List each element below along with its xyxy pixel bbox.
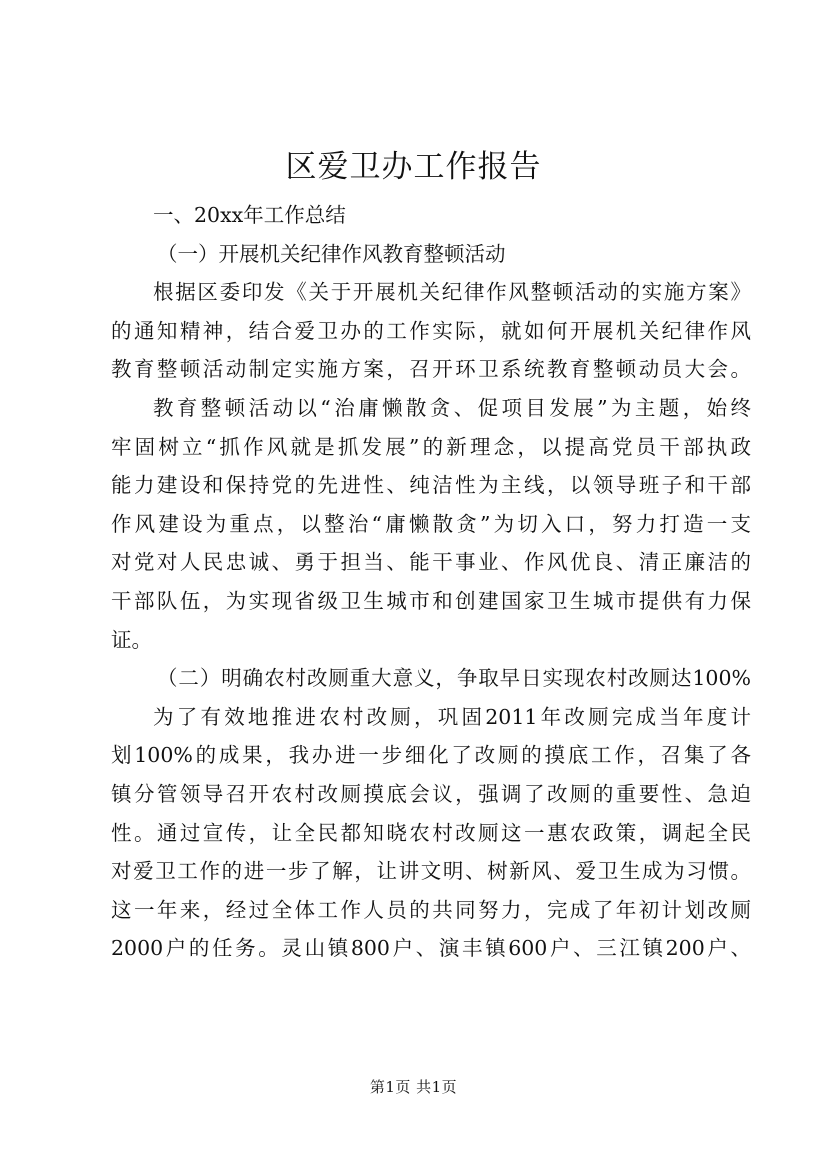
text-line: 性。通过宣传，让全民都知晓农村改厕这一惠农政策，调起全民 [111, 820, 751, 845]
text-line: 为了有效地推进农村改厕，巩固2011年改厕完成当年度计 [153, 704, 751, 729]
document-body [111, 196, 751, 968]
text-line: 的通知精神，结合爱卫办的工作实际，就如何开展机关纪律作风 [111, 318, 751, 343]
text-line: 2000户的任务。灵山镇800户、演丰镇600户、三江镇200户、 [111, 936, 751, 961]
text-line: 一、20xx年工作总结 [153, 203, 346, 227]
document-title: 区爱卫办工作报告 [285, 149, 542, 185]
text-line: （二）明确农村改厕重大意义，争取早日实现农村改厕达100% [157, 666, 751, 691]
text-line: 对爱卫工作的进一步了解，让讲文明、树新风、爱卫生成为习惯。 [111, 859, 751, 884]
text-line: 干部队伍，为实现省级卫生城市和创建国家卫生城市提供有力保 [111, 588, 751, 613]
text-line: 镇分管领导召开农村改厕摸底会议，强调了改厕的重要性、急迫 [111, 781, 751, 806]
text-line: 能力建设和保持党的先进性、纯洁性为主线，以领导班子和干部 [111, 473, 751, 498]
text-line: 划100%的成果，我办进一步细化了改厕的摸底工作，召集了各 [111, 743, 751, 768]
text-line: 根据区委印发《关于开展机关纪律作风整顿活动的实施方案》 [153, 280, 751, 305]
text-line: 对党对人民忠诚、勇于担当、能干事业、作风优良、清正廉洁的 [111, 550, 751, 575]
page-footer: 第1页 共1页 [369, 1078, 458, 1096]
text-line: 作风建设为重点，以整治“庸懒散贪”为切入口，努力打造一支 [111, 511, 751, 536]
text-line: 证。 [111, 627, 152, 652]
text-line: 教育整顿活动制定实施方案，召开环卫系统教育整顿动员大会。 [111, 357, 751, 382]
text-line: （一）开展机关纪律作风教育整顿活动 [157, 241, 506, 266]
text-line: 牢固树立“抓作风就是抓发展”的新理念，以提高党员干部执政 [111, 434, 751, 459]
text-line: 这一年来，经过全体工作人员的共同努力，完成了年初计划改厕 [111, 897, 751, 922]
text-line: 教育整顿活动以“治庸懒散贪、促项目发展”为主题，始终 [153, 395, 751, 420]
